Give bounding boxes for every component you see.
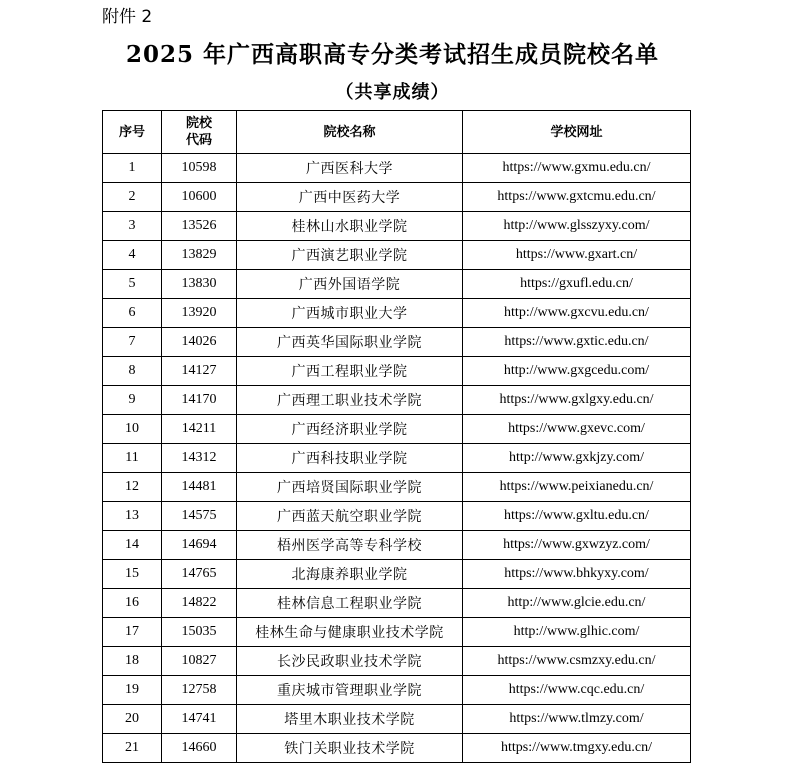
header-code-label: 院校代码 (185, 116, 212, 148)
row-url-cell: https://www.cqc.edu.cn/ (463, 676, 691, 705)
row-index-cell: 9 (103, 386, 162, 415)
row-name-cell: 广西培贤国际职业学院 (237, 473, 463, 502)
table-row (103, 647, 691, 676)
row-code-cell: 14575 (162, 502, 237, 531)
row-index-cell: 3 (103, 212, 162, 241)
row-index-cell: 10 (103, 415, 162, 444)
table-row (103, 444, 691, 473)
row-index-cell: 19 (103, 676, 162, 705)
document-subtitle: （共享成绩） (335, 82, 450, 103)
row-code-cell: 14312 (162, 444, 237, 473)
table-row (103, 270, 691, 299)
row-code-cell: 10827 (162, 647, 237, 676)
table-row (103, 531, 691, 560)
row-index-cell: 11 (103, 444, 162, 473)
row-index-cell: 4 (103, 241, 162, 270)
row-name-cell: 广西演艺职业学院 (237, 241, 463, 270)
table-row (103, 357, 691, 386)
row-name-cell: 长沙民政职业技术学院 (237, 647, 463, 676)
table-header-row (103, 111, 691, 154)
row-code-cell: 14741 (162, 705, 237, 734)
row-code-cell: 13830 (162, 270, 237, 299)
row-name-cell: 桂林山水职业学院 (237, 212, 463, 241)
table-row (103, 473, 691, 502)
row-code-cell: 14026 (162, 328, 237, 357)
row-url-cell: https://www.gxtic.edu.cn/ (463, 328, 691, 357)
row-code-cell: 14694 (162, 531, 237, 560)
row-name-cell: 广西理工职业技术学院 (237, 386, 463, 415)
row-url-cell: http://www.gxkjzy.com/ (463, 444, 691, 473)
row-name-cell: 广西工程职业学院 (237, 357, 463, 386)
row-name-cell: 北海康养职业学院 (237, 560, 463, 589)
row-url-cell: https://www.gxlgxy.edu.cn/ (463, 386, 691, 415)
row-name-cell: 梧州医学高等专科学校 (237, 531, 463, 560)
row-index-cell: 1 (103, 154, 162, 183)
row-index-cell: 7 (103, 328, 162, 357)
row-url-cell: http://www.glhic.com/ (463, 618, 691, 647)
row-name-cell: 广西中医药大学 (237, 183, 463, 212)
row-name-cell: 广西外国语学院 (237, 270, 463, 299)
row-name-cell: 塔里木职业技术学院 (237, 705, 463, 734)
row-name-cell: 广西经济职业学院 (237, 415, 463, 444)
attachment-label: 附件 2 (102, 7, 153, 27)
row-url-cell: https://gxufl.edu.cn/ (463, 270, 691, 299)
header-name: 院校名称 (237, 111, 463, 154)
row-url-cell: http://www.gxcvu.edu.cn/ (463, 299, 691, 328)
row-index-cell: 5 (103, 270, 162, 299)
row-name-cell: 重庆城市管理职业学院 (237, 676, 463, 705)
row-code-cell: 13526 (162, 212, 237, 241)
row-code-cell: 13920 (162, 299, 237, 328)
table-row (103, 241, 691, 270)
document-title: 2025 年广西高职高专分类考试招生成员院校名单 (125, 41, 660, 68)
table-row (103, 705, 691, 734)
row-index-cell: 14 (103, 531, 162, 560)
row-index-cell: 16 (103, 589, 162, 618)
table-row (103, 676, 691, 705)
row-name-cell: 铁门关职业技术学院 (237, 734, 463, 763)
row-code-cell: 14127 (162, 357, 237, 386)
table-row (103, 415, 691, 444)
row-index-cell: 6 (103, 299, 162, 328)
row-url-cell: https://www.csmzxy.edu.cn/ (463, 647, 691, 676)
row-code-cell: 14211 (162, 415, 237, 444)
row-url-cell: https://www.gxwzyz.com/ (463, 531, 691, 560)
header-url: 学校网址 (463, 111, 691, 154)
row-name-cell: 广西城市职业大学 (237, 299, 463, 328)
row-name-cell: 广西科技职业学院 (237, 444, 463, 473)
row-url-cell: http://www.glcie.edu.cn/ (463, 589, 691, 618)
table-row (103, 183, 691, 212)
row-index-cell: 20 (103, 705, 162, 734)
header-index: 序号 (103, 111, 162, 154)
table-row (103, 328, 691, 357)
row-url-cell: https://www.peixianedu.cn/ (463, 473, 691, 502)
row-code-cell: 14765 (162, 560, 237, 589)
row-index-cell: 17 (103, 618, 162, 647)
row-name-cell: 广西英华国际职业学院 (237, 328, 463, 357)
row-code-cell: 12758 (162, 676, 237, 705)
schools-table (102, 110, 691, 763)
row-code-cell: 14170 (162, 386, 237, 415)
row-index-cell: 8 (103, 357, 162, 386)
row-name-cell: 桂林信息工程职业学院 (237, 589, 463, 618)
table-row (103, 154, 691, 183)
row-code-cell: 14660 (162, 734, 237, 763)
table-row (103, 734, 691, 763)
row-index-cell: 18 (103, 647, 162, 676)
row-code-cell: 13829 (162, 241, 237, 270)
row-index-cell: 21 (103, 734, 162, 763)
row-url-cell: https://www.gxtcmu.edu.cn/ (463, 183, 691, 212)
row-code-cell: 14822 (162, 589, 237, 618)
row-name-cell: 广西蓝天航空职业学院 (237, 502, 463, 531)
row-code-cell: 15035 (162, 618, 237, 647)
row-code-cell: 14481 (162, 473, 237, 502)
table-body (103, 154, 691, 763)
row-index-cell: 2 (103, 183, 162, 212)
table-row (103, 502, 691, 531)
row-name-cell: 桂林生命与健康职业技术学院 (237, 618, 463, 647)
row-url-cell: https://www.gxmu.edu.cn/ (463, 154, 691, 183)
row-url-cell: https://www.gxart.cn/ (463, 241, 691, 270)
table-row (103, 618, 691, 647)
header-code (162, 111, 237, 154)
row-url-cell: https://www.tlmzy.com/ (463, 705, 691, 734)
table-row (103, 589, 691, 618)
row-url-cell: https://www.gxevc.com/ (463, 415, 691, 444)
row-index-cell: 12 (103, 473, 162, 502)
row-url-cell: https://www.bhkyxy.com/ (463, 560, 691, 589)
row-code-cell: 10598 (162, 154, 237, 183)
table-row (103, 560, 691, 589)
row-url-cell: https://www.gxltu.edu.cn/ (463, 502, 691, 531)
table-row (103, 386, 691, 415)
row-url-cell: http://www.glsszyxy.com/ (463, 212, 691, 241)
table-row (103, 299, 691, 328)
row-name-cell: 广西医科大学 (237, 154, 463, 183)
row-index-cell: 15 (103, 560, 162, 589)
row-url-cell: http://www.gxgcedu.com/ (463, 357, 691, 386)
row-code-cell: 10600 (162, 183, 237, 212)
table-row (103, 212, 691, 241)
row-index-cell: 13 (103, 502, 162, 531)
row-url-cell: https://www.tmgxy.edu.cn/ (463, 734, 691, 763)
